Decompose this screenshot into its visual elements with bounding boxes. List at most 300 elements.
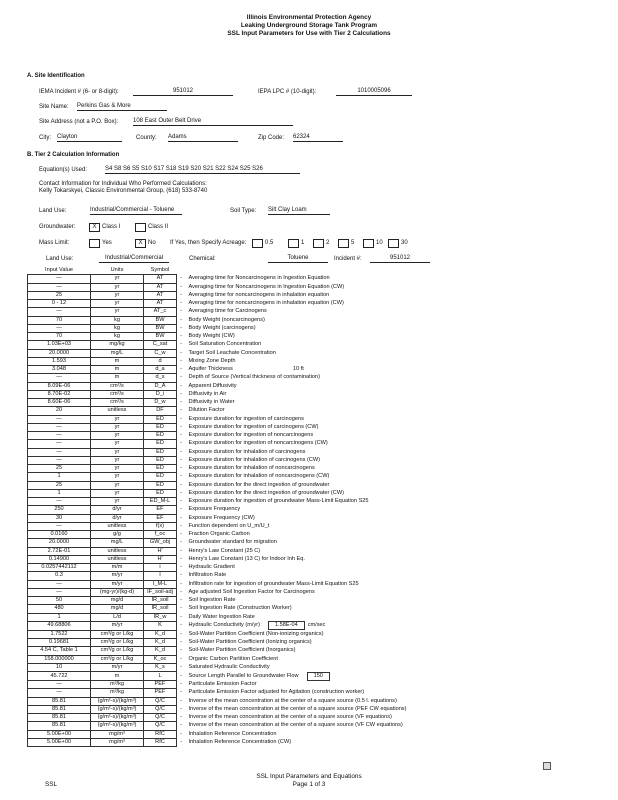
input-value-cell[interactable]: — [28, 423, 91, 431]
units-cell: unitless [91, 407, 144, 415]
input-value-cell[interactable]: 1.593 [28, 357, 91, 365]
table-row [28, 374, 579, 382]
input-value-cell[interactable]: — [28, 580, 91, 588]
separator-cell: - [180, 390, 182, 397]
separator-cell: - [180, 473, 182, 480]
separator-cell: - [180, 672, 182, 679]
input-value-cell[interactable]: — [28, 324, 91, 332]
symbol-cell: ED [144, 481, 177, 489]
separator-cell: - [180, 647, 182, 654]
description-cell: Averaging time for noncarcinogens in inhalation equation [188, 291, 330, 298]
acre-checkbox[interactable] [363, 239, 374, 248]
mass-yes-label: Yes [102, 240, 112, 246]
input-value-cell[interactable]: — [28, 456, 91, 464]
table-row [28, 630, 579, 638]
extra-input[interactable]: 150 [307, 672, 330, 681]
units-cell: mg/d [91, 605, 144, 613]
section-b-title: B. Tier 2 Calculation Information [27, 152, 120, 158]
description-cell: Exposure duration for inhalation of noncarcinogens (CW) [188, 473, 330, 480]
symbol-cell: RfC [144, 730, 177, 738]
separator-cell: - [180, 630, 182, 637]
input-value-cell[interactable]: 25 [28, 291, 91, 299]
description-cell: Inhalation Reference Concentration (CW) [188, 738, 292, 745]
input-value-cell[interactable]: 70 [28, 316, 91, 324]
table-row [28, 349, 579, 357]
table-row [28, 621, 579, 630]
symbol-cell: ED [144, 465, 177, 473]
symbol-cell: H' [144, 555, 177, 563]
class1-checkbox[interactable]: X [89, 223, 100, 232]
units-cell: mg/m³ [91, 738, 144, 746]
acre-checkbox[interactable] [252, 239, 263, 248]
input-value-cell[interactable]: — [28, 374, 91, 382]
units-cell: cm³/g or L/kg [91, 639, 144, 647]
input-value-cell[interactable]: — [28, 308, 91, 316]
chemical-field[interactable]: Toluene [268, 255, 328, 263]
units-cell: yr [91, 283, 144, 291]
table-row [28, 291, 579, 299]
groundwater-label: Groundwater: [39, 224, 76, 230]
zip-label: Zip Code: [258, 135, 285, 141]
description-cell: Soil Saturation Concentration [188, 341, 262, 348]
land-use2-field[interactable]: Industrial/Commercial [99, 255, 169, 263]
input-value-cell[interactable]: 8.09E-06 [28, 382, 91, 390]
table-row [28, 597, 579, 605]
symbol-cell: C_w [144, 349, 177, 357]
symbol-cell: EF [144, 514, 177, 522]
table-row [28, 357, 579, 365]
acre-option: 10 [376, 240, 383, 246]
symbol-cell: AT [144, 283, 177, 291]
separator-cell: - [180, 399, 182, 406]
acreage-label: If Yes, then Specify Acreage: [170, 240, 247, 246]
units-cell: yr [91, 498, 144, 506]
units-cell: yr [91, 481, 144, 489]
description-cell: Exposure duration for ingestion of noncarcinogens [188, 432, 314, 439]
input-value-cell[interactable]: 1.7522 [28, 630, 91, 638]
description-cell: Exposure duration for ingestion of groundwater Mass-Limit Equation S25 [188, 498, 369, 505]
symbol-cell: K_d [144, 647, 177, 655]
separator-cell: - [180, 432, 182, 439]
input-value-cell[interactable]: — [28, 689, 91, 697]
separator-cell: - [180, 663, 182, 670]
table-row [28, 722, 579, 730]
table-row [28, 308, 579, 316]
separator-cell: - [180, 722, 182, 729]
acre-option: 0.5 [265, 240, 274, 246]
footer-page: Page 1 of 3 [292, 781, 326, 788]
input-value-cell[interactable]: 5.00E+00 [28, 738, 91, 746]
input-value-cell[interactable]: — [28, 432, 91, 440]
separator-cell: - [180, 357, 182, 364]
city-label: City: [39, 135, 51, 141]
table-row [28, 655, 579, 663]
input-value-cell[interactable]: 45.722 [28, 672, 91, 681]
input-value-cell[interactable]: 8.60E-06 [28, 399, 91, 407]
symbol-cell: RfC [144, 738, 177, 746]
table-row [28, 366, 579, 374]
table-row [28, 333, 579, 341]
extra-input[interactable]: 1.58E-04 [268, 621, 305, 630]
input-value-cell[interactable]: — [28, 415, 91, 423]
description-cell: Aquifer Thickness 10 ft [188, 366, 304, 373]
description-cell: Exposure duration for the direct ingestion of groundwater [188, 481, 330, 488]
input-value-cell[interactable]: 3.048 [28, 366, 91, 374]
chemical-label: Chemical: [189, 256, 216, 262]
symbol-cell: f_oc [144, 531, 177, 539]
class1-label: Class I [102, 224, 121, 230]
table-row [28, 672, 579, 681]
separator-cell: - [180, 506, 182, 513]
separator-cell: - [180, 580, 182, 587]
symbol-cell: ED_M-L [144, 498, 177, 506]
units-cell: unitless [91, 547, 144, 555]
input-value-cell[interactable]: 1.03E+03 [28, 341, 91, 349]
input-value-cell[interactable]: 0.0257442112 [28, 564, 91, 572]
separator-cell: - [180, 605, 182, 612]
input-value-cell[interactable]: 158.000000 [28, 655, 91, 663]
table-row [28, 275, 579, 283]
units-cell: m/m [91, 564, 144, 572]
table-row [28, 555, 579, 563]
description-cell: Soil-Water Partition Coefficient (Inorganics) [188, 647, 296, 654]
units-cell: kg [91, 324, 144, 332]
symbol-cell: C_sat [144, 341, 177, 349]
separator-cell: - [180, 308, 182, 315]
input-value-cell[interactable]: 25 [28, 465, 91, 473]
input-value-cell[interactable]: 20.0000 [28, 349, 91, 357]
input-value-cell[interactable]: — [28, 681, 91, 689]
table-row [28, 572, 579, 580]
symbol-cell: IR_soil [144, 605, 177, 613]
table-row [28, 423, 579, 431]
description-cell: Henry's Law Constant (25 C) [188, 547, 261, 554]
separator-cell: - [180, 564, 182, 571]
units-cell: m [91, 672, 144, 681]
symbol-cell: D_i [144, 390, 177, 398]
acre-checkbox[interactable] [313, 239, 324, 248]
symbol-cell: DF [144, 407, 177, 415]
table-row [28, 489, 579, 497]
description-cell: Depth of Source (Vertical thickness of contamination) [188, 374, 321, 381]
input-value-cell[interactable]: — [28, 283, 91, 291]
input-value-cell[interactable]: 10 [28, 663, 91, 671]
description-cell: Infiltration Rate [188, 572, 227, 579]
symbol-cell: K_d [144, 639, 177, 647]
contact-label: Contact Information for Individual Who Performed Calculations: [39, 181, 207, 187]
table-row [28, 714, 579, 722]
input-value-cell[interactable]: — [28, 498, 91, 506]
separator-cell: - [180, 316, 182, 323]
description-cell: Hydraulic Conductivity (m/yr) 1.58E-04 cm/sec [188, 622, 326, 629]
table-row [28, 399, 579, 407]
units-cell: (mg-yr)/(kg-d) [91, 588, 144, 596]
description-cell: Exposure duration for the direct ingestion of groundwater (CW) [188, 489, 344, 496]
description-cell: Body Weight (noncarcinogens) [188, 316, 265, 323]
symbol-cell: Q/C [144, 705, 177, 713]
symbol-cell: AT [144, 300, 177, 308]
units-cell: cm²/s [91, 390, 144, 398]
input-value-cell[interactable]: 0 - 12 [28, 300, 91, 308]
lpc-field[interactable]: 1010005096 [336, 88, 412, 96]
footer-title: SSL Input Parameters and Equations [256, 773, 362, 780]
input-value-cell[interactable]: 85.81 [28, 697, 91, 705]
description-cell: Groundwater standard for migration [188, 539, 277, 546]
description-cell: Exposure duration for inhalation of noncarcinogens [188, 465, 315, 472]
separator-cell: - [180, 514, 182, 521]
input-value-cell[interactable]: 250 [28, 506, 91, 514]
header-title: SSL Input Parameters for Use with Tier 2 Calculations [227, 30, 391, 37]
description-cell: Exposure duration for ingestion of carcinogens [188, 415, 304, 422]
symbol-cell: I_M-L [144, 580, 177, 588]
separator-cell: - [180, 407, 182, 414]
description-cell: Dilution Factor [188, 407, 225, 414]
incident-field[interactable]: 951012 [370, 255, 430, 263]
units-cell: yr [91, 432, 144, 440]
units-cell: m³/kg [91, 689, 144, 697]
separator-cell: - [180, 382, 182, 389]
description-cell: Exposure duration for inhalation of carcinogens [188, 448, 306, 455]
corner-mark-icon [543, 762, 551, 770]
symbol-cell: L [144, 672, 177, 681]
input-value-cell[interactable]: 0.14900 [28, 555, 91, 563]
input-value-cell[interactable]: — [28, 275, 91, 283]
incident-label: Incident #: [334, 256, 362, 262]
units-cell: mg/m³ [91, 730, 144, 738]
input-value-cell[interactable]: 20.0000 [28, 539, 91, 547]
table-row [28, 522, 579, 530]
symbol-cell: AT [144, 291, 177, 299]
symbol-cell: d_a [144, 366, 177, 374]
description-cell: Henry's Law Constant (13 C) for Indoor Inh Eq. [188, 555, 305, 562]
input-value-cell[interactable]: 25 [28, 481, 91, 489]
table-row [28, 324, 579, 332]
table-row [28, 473, 579, 481]
land-use-field[interactable]: Industrial/Commercial - Toluene [90, 207, 182, 215]
input-value-cell[interactable]: 0.0160 [28, 531, 91, 539]
input-value-cell[interactable]: 0.3 [28, 572, 91, 580]
symbol-cell: EF [144, 506, 177, 514]
symbol-cell: ED [144, 415, 177, 423]
separator-cell: - [180, 481, 182, 488]
symbol-cell: D_w [144, 399, 177, 407]
symbol-cell: H' [144, 547, 177, 555]
separator-cell: - [180, 639, 182, 646]
document-header [0, 14, 618, 38]
acre-option: 2 [326, 240, 330, 246]
symbol-cell: K_d [144, 630, 177, 638]
units-cell: yr [91, 440, 144, 448]
equations-field[interactable]: S4 S8 S6 S5 S10 S17 S18 S19 S20 S21 S22 S24 S25 S26 [105, 166, 300, 174]
table-row [28, 481, 579, 489]
symbol-cell: D_A [144, 382, 177, 390]
county-field[interactable]: Adams [168, 134, 238, 142]
description-cell: Inhalation Reference Concentration [188, 730, 277, 737]
description-cell: Diffusivity in Air [188, 390, 227, 397]
input-value-cell[interactable]: 49.68806 [28, 621, 91, 630]
separator-cell: - [180, 440, 182, 447]
units-cell: d/yr [91, 506, 144, 514]
input-value-cell[interactable]: 85.81 [28, 722, 91, 730]
input-value-cell[interactable]: 50 [28, 597, 91, 605]
description-cell: Averaging time for Noncarcinogens in Ingestion Equation (CW) [188, 283, 345, 290]
units-cell: yr [91, 415, 144, 423]
separator-cell: - [180, 291, 182, 298]
units-cell: m [91, 366, 144, 374]
units-cell: mg/L [91, 539, 144, 547]
description-cell: Saturated Hydraulic Conductivity [188, 663, 270, 670]
separator-cell: - [180, 423, 182, 430]
table-row [28, 390, 579, 398]
input-value-cell[interactable]: 85.81 [28, 714, 91, 722]
footer-left: SSL [45, 781, 58, 788]
table-row [28, 341, 579, 349]
symbol-cell: Q/C [144, 722, 177, 730]
contact-value: Kelly Tokarskyei, Classic Environmental Group, (618) 533-8740 [39, 188, 208, 194]
description-cell: Inverse of the mean concentration at the center of a square source (VF CW equations) [188, 722, 403, 729]
symbol-cell: ED [144, 423, 177, 431]
units-cell: unitless [91, 555, 144, 563]
input-value-cell[interactable]: 85.81 [28, 705, 91, 713]
units-cell: yr [91, 448, 144, 456]
symbol-cell: PEF [144, 689, 177, 697]
header-input-value: Input Value [45, 267, 73, 274]
symbol-cell: i [144, 564, 177, 572]
units-cell: L/d [91, 613, 144, 621]
city-field[interactable]: Clayton [57, 134, 122, 142]
separator-cell: - [180, 655, 182, 662]
separator-cell: - [180, 489, 182, 496]
units-cell: cm³/g or L/kg [91, 647, 144, 655]
table-row [28, 432, 579, 440]
units-cell: yr [91, 291, 144, 299]
equations-label: Equation(s) Used: [39, 167, 88, 173]
units-cell: (g/m²-s)/(kg/m³) [91, 714, 144, 722]
class2-label: Class II [148, 224, 169, 230]
symbol-cell: ED [144, 456, 177, 464]
separator-cell: - [180, 333, 182, 340]
table-row [28, 316, 579, 324]
input-value-cell[interactable]: — [28, 588, 91, 596]
zip-field[interactable]: 62324 [293, 134, 343, 142]
separator-cell: - [180, 415, 182, 422]
table-row [28, 547, 579, 555]
separator-cell: - [180, 681, 182, 688]
input-value-cell[interactable]: 5.00E+00 [28, 730, 91, 738]
table-row [28, 300, 579, 308]
table-row [28, 407, 579, 415]
symbol-cell: IR_soil [144, 597, 177, 605]
units-cell: yr [91, 300, 144, 308]
symbol-cell: ED [144, 473, 177, 481]
table-row [28, 456, 579, 464]
table-row [28, 705, 579, 713]
table-row [28, 681, 579, 689]
separator-cell: - [180, 283, 182, 290]
table-row [28, 730, 579, 738]
table-row [28, 697, 579, 705]
separator-cell: - [180, 547, 182, 554]
table-row [28, 647, 579, 655]
input-value-cell[interactable]: — [28, 448, 91, 456]
separator-cell: - [180, 324, 182, 331]
table-row [28, 639, 579, 647]
input-value-cell[interactable]: 70 [28, 333, 91, 341]
units-cell: yr [91, 456, 144, 464]
symbol-cell: K_oc [144, 655, 177, 663]
input-value-cell[interactable]: 2.72E-01 [28, 547, 91, 555]
input-value-cell[interactable]: 4.54 C, Table 1 [28, 647, 91, 655]
units-cell: (g/m²-s)/(kg/m³) [91, 705, 144, 713]
description-cell: Exposure Frequency (CW) [188, 514, 255, 521]
description-cell: Particulate Emission Factor [188, 681, 257, 688]
table-row [28, 382, 579, 390]
description-cell: Averaging time for Carcinogens [188, 308, 267, 315]
table-row [28, 465, 579, 473]
units-cell: yr [91, 423, 144, 431]
units-cell: m/yr [91, 580, 144, 588]
input-value-cell[interactable]: — [28, 522, 91, 530]
input-value-cell[interactable]: 20 [28, 407, 91, 415]
units-cell: m³/kg [91, 681, 144, 689]
mass-no-label: No [148, 240, 156, 246]
symbol-cell: ED [144, 440, 177, 448]
units-cell: g/g [91, 531, 144, 539]
description-cell: Organic Carbon Partition Coefficient [188, 655, 278, 662]
description-cell: Inverse of the mean concentration at the center of a square source (0.5 l. equations) [188, 697, 397, 704]
description-cell: Exposure Frequency [188, 506, 241, 513]
mass-yes-checkbox[interactable] [89, 239, 100, 248]
input-value-cell[interactable]: 0.19681 [28, 639, 91, 647]
units-cell: unitless [91, 522, 144, 530]
description-cell: Averaging time for noncarcinogens in inhalation equation (CW) [188, 300, 344, 307]
table-row [28, 580, 579, 588]
class2-checkbox[interactable] [135, 223, 146, 232]
table-row [28, 588, 579, 596]
site-name-field[interactable]: Perkins Gas & More [77, 103, 167, 111]
units-cell: m/yr [91, 663, 144, 671]
acre-option: 5 [351, 240, 355, 246]
input-value-cell[interactable]: 30 [28, 514, 91, 522]
separator-cell: - [180, 349, 182, 356]
units-cell: yr [91, 473, 144, 481]
soil-type-label: Soil Type: [230, 208, 257, 214]
soil-type-field[interactable]: Silt Clay Loam [268, 207, 330, 215]
symbol-cell: BW [144, 324, 177, 332]
separator-cell: - [180, 341, 182, 348]
acre-checkbox[interactable] [388, 239, 399, 248]
symbol-cell: BW [144, 316, 177, 324]
description-cell: Infiltration rate for ingestion of groundwater Mass-Limit Equation S25 [188, 580, 359, 587]
acre-checkbox[interactable] [338, 239, 349, 248]
input-value-cell[interactable]: 1 [28, 613, 91, 621]
input-value-cell[interactable]: — [28, 440, 91, 448]
description-cell: Source Length Parallel to Groundwater Flow 150 [186, 672, 579, 681]
table-row [28, 613, 579, 621]
input-value-cell[interactable]: 480 [28, 605, 91, 613]
extra-value: 10 ft [292, 366, 304, 373]
ieima-field[interactable]: 951012 [133, 88, 233, 96]
input-value-cell[interactable]: 8.70E-02 [28, 390, 91, 398]
separator-cell: - [180, 498, 182, 505]
units-cell: mg/L [91, 349, 144, 357]
acre-checkbox[interactable] [288, 239, 299, 248]
site-address-field[interactable]: 108 East Outer Belt Drive [133, 118, 293, 126]
separator-cell: - [180, 366, 182, 373]
mass-no-checkbox[interactable]: X [135, 239, 146, 248]
input-value-cell[interactable]: 1 [28, 473, 91, 481]
input-value-cell[interactable]: 1 [28, 489, 91, 497]
